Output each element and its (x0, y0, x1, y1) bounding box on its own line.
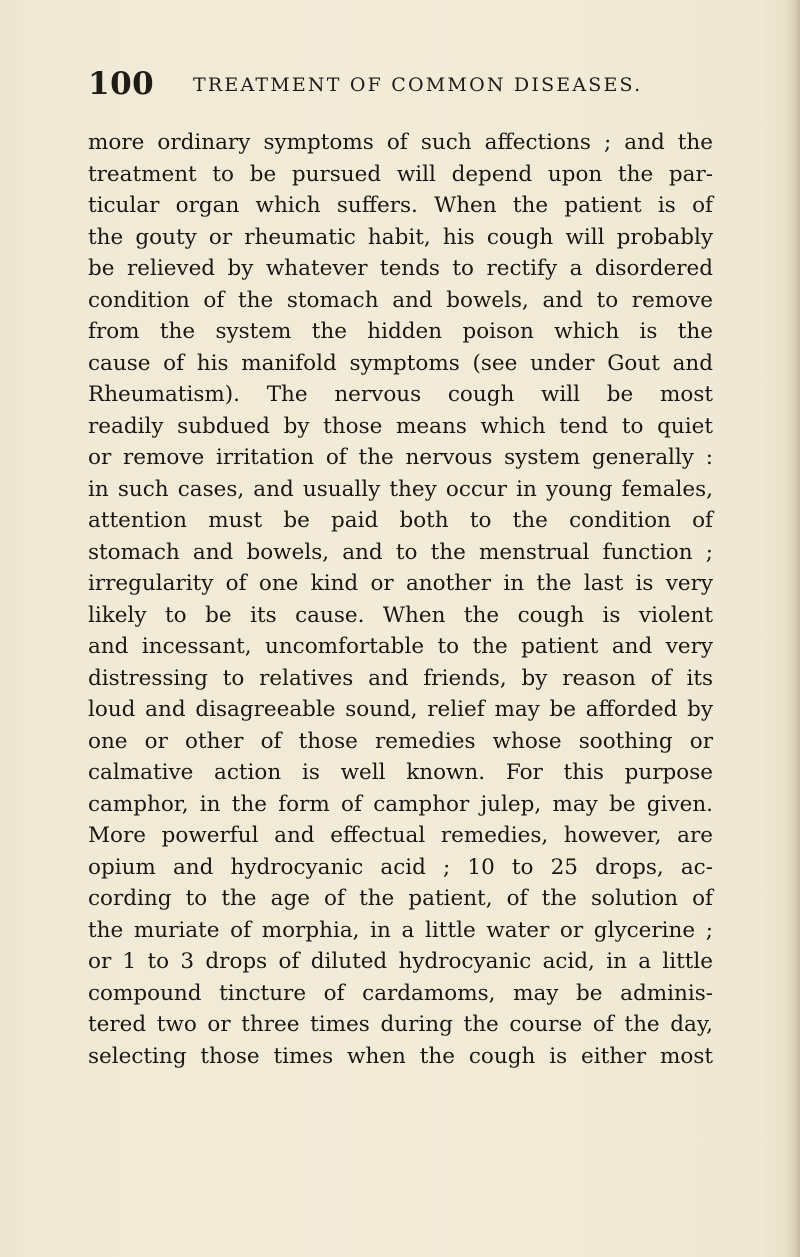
text-line: readily subdued by those means which tend to quiet (88, 413, 713, 439)
text-line: tered two or three times during the course of the day, (88, 1012, 713, 1037)
text-line: opium and hydrocyanic acid ; 10 to 25 drops, ac- (88, 854, 713, 880)
running-title: TREATMENT OF COMMON DISEASES. (193, 74, 643, 96)
text-line: stomach and bowels, and to the menstrual function ; (88, 539, 713, 565)
text-line: be relieved by whatever tends to rectify a disordered (88, 256, 713, 281)
text-line: Rheumatism). The nervous cough will be most (88, 382, 713, 407)
text-line: compound tincture of cardamoms, may be adminis- (88, 980, 713, 1006)
text-line: condition of the stomach and bowels, and to remove (88, 287, 713, 313)
text-line: loud and disagreeable sound, relief may be afforded by (88, 697, 713, 722)
text-line: more ordinary symptoms of such affections ; and the (88, 130, 713, 155)
text-line: the muriate of morphia, in a little water or glycerine ; (88, 917, 713, 943)
text-line: cording to the age of the patient, of the solution of (88, 886, 713, 911)
running-head (88, 66, 728, 102)
text-line: one or other of those remedies whose soothing or (88, 728, 713, 754)
text-line: from the system the hidden poison which is the (88, 319, 713, 344)
text-line: selecting those times when the cough is either most (88, 1043, 713, 1069)
text-line: calmative action is well known. For this purpose (88, 760, 713, 785)
text-line: irregularity of one kind or another in the last is very (88, 571, 713, 596)
text-line: or remove irritation of the nervous system generally : (88, 445, 713, 470)
text-line: or 1 to 3 drops of diluted hydrocyanic acid, in a little (88, 949, 713, 974)
text-line: distressing to relatives and friends, by reason of its (88, 665, 713, 691)
page-edge-shadow (786, 0, 800, 1257)
text-line: camphor, in the form of camphor julep, may be given. (88, 791, 713, 817)
text-line: More powerful and effectual remedies, however, are (88, 823, 713, 848)
text-line: in such cases, and usually they occur in young females, (88, 476, 713, 502)
text-line: and incessant, uncomfortable to the patient and very (88, 634, 713, 659)
page-number: 100 (88, 66, 155, 102)
text-line: treatment to be pursued will depend upon the par- (88, 161, 713, 187)
text-line: ticular organ which suffers. When the patient is of (88, 193, 713, 218)
text-line: likely to be its cause. When the cough is violent (88, 602, 713, 628)
text-line: attention must be paid both to the condition of (88, 508, 713, 533)
body-text (88, 127, 713, 1072)
text-line: cause of his manifold symptoms (see under Gout and (88, 350, 713, 376)
text-line: the gouty or rheumatic habit, his cough will probably (88, 224, 713, 250)
